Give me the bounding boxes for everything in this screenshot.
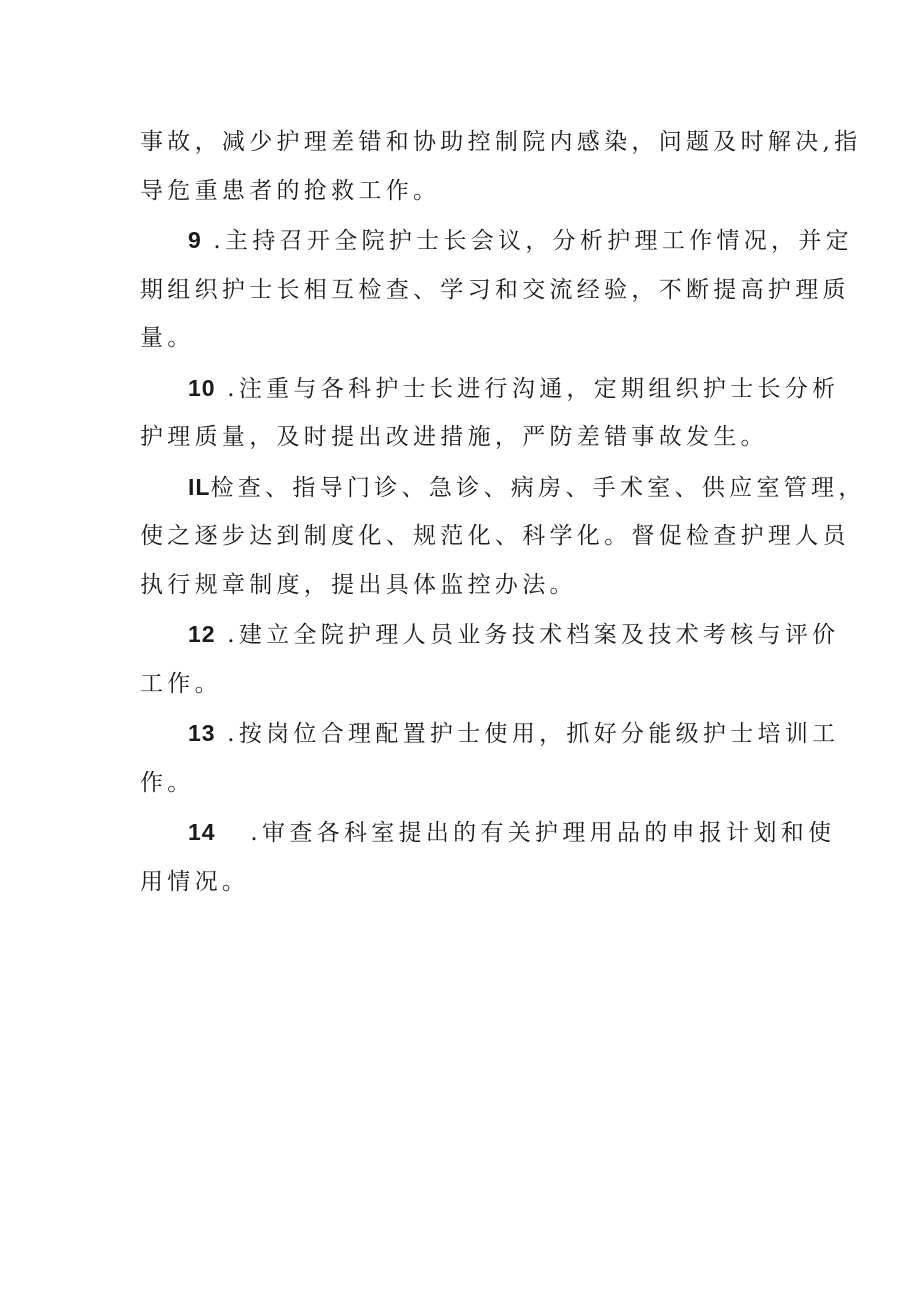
paragraph-item-14: [140, 808, 836, 906]
item-text: .注重与各科护士长进行沟通，定期组织护士长分析: [215, 375, 840, 402]
item-text: .审查各科室提出的有关护理用品的申报计划和使: [215, 820, 836, 846]
item-text: .主持召开全院护士长会议，分析护理工作情况，并定: [201, 228, 853, 254]
text-line: 执行规章制度，提出具体监控办法。: [140, 571, 577, 598]
item-number: IL: [188, 473, 211, 500]
text-line: [140, 216, 853, 266]
text-line: 作。: [140, 769, 195, 796]
text-line: 护理质量，及时提出改进措施，严防差错事故发生。: [140, 424, 768, 450]
document-body: [140, 118, 866, 906]
text-line: 用情况。: [140, 868, 250, 895]
item-text: 检查、指导门诊、急诊、病房、手术室、供应室管理，: [210, 474, 866, 501]
paragraph-8-continuation: [140, 118, 862, 215]
text-line: [140, 709, 840, 759]
paragraph-item-10: [140, 364, 840, 462]
text-line: [140, 463, 866, 513]
text-line: [140, 364, 840, 414]
text-line: [140, 610, 840, 660]
text-line: [140, 808, 836, 858]
item-number: 14: [188, 819, 216, 845]
item-text: .按岗位合理配置护士使用，抓好分能级护士培训工: [215, 721, 840, 747]
item-number: 12: [188, 621, 216, 647]
paragraph-item-12: [140, 610, 840, 708]
paragraph-item-13: [140, 709, 840, 807]
text-line: 期组织护士长相互检查、学习和交流经验，不断提高护理质: [140, 276, 850, 303]
text-line: 工作。: [140, 670, 222, 697]
text-line: 导危重患者的抢救工作。: [140, 177, 441, 204]
text-line: 量。: [140, 325, 195, 351]
text-line: 使之逐步达到制度化、规范化、科学化。督促检查护理人员: [140, 523, 850, 549]
item-number: 9: [188, 227, 202, 253]
paragraph-item-11: [140, 463, 866, 610]
paragraph-item-9: [140, 216, 853, 363]
item-number: 13: [188, 720, 216, 746]
item-text: .建立全院护理人员业务技术档案及技术考核与评价: [215, 622, 840, 648]
item-number: 10: [188, 374, 216, 401]
text-line: 事故，减少护理差错和协助控制院内感染，问题及时解决,指: [140, 129, 862, 155]
